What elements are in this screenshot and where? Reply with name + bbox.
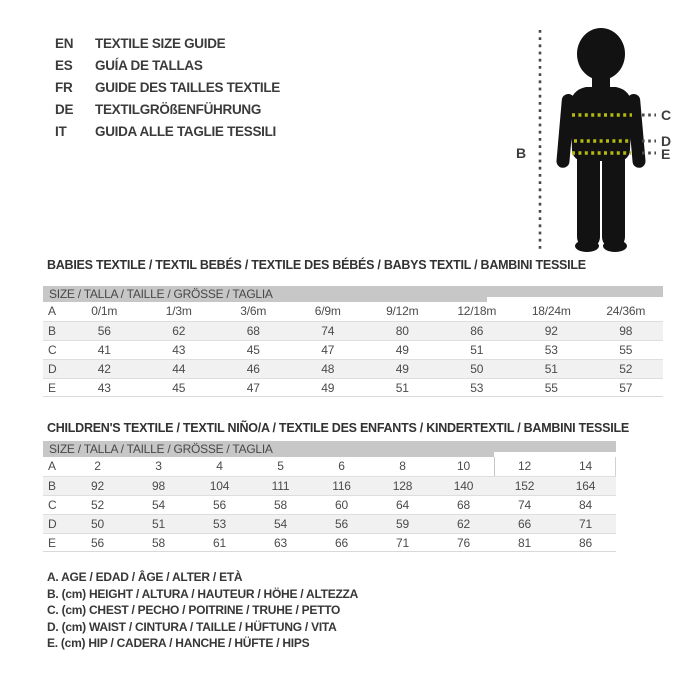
table-cell: 41 [67,340,142,359]
table-cell: 2 [94,459,101,473]
table-cell: 63 [250,533,311,552]
table-cell: 104 [189,476,250,495]
table-cell: 6/9m [314,304,341,318]
table-cell: 56 [311,514,372,533]
table-cell: 68 [433,495,494,514]
measurement-legend [47,569,358,652]
table-cell: 42 [67,359,142,378]
child-silhouette-diagram [508,18,698,263]
table-cell: 18/24m [531,304,571,318]
table-cell: 86 [555,533,616,552]
table-cell: 71 [555,514,616,533]
table-cell: 50 [440,359,515,378]
table-cell: 56 [67,321,142,340]
lang-row-en [55,33,280,55]
table-cell: 59 [372,514,433,533]
lang-code: FR [55,80,73,95]
children-section-title: CHILDREN'S TEXTILE / TEXTIL NIÑO/A / TEXTILE DES ENFANTS / KINDERTEXTIL / BAMBINI TESSILE [47,421,629,435]
table-cell: 0/1m [91,304,118,318]
table-cell: 80 [365,321,440,340]
table-cell: 14 [579,459,592,473]
table-cell: 54 [128,495,189,514]
table-cell: 58 [250,495,311,514]
table-size-header: SIZE / TALLA / TAILLE / GRÖSSE / TAGLIA [43,286,663,302]
table-cell: 3 [155,459,162,473]
row-label-A: A [48,459,56,473]
table-cell: 45 [216,340,291,359]
language-title-list [55,33,280,143]
label-height: B [516,145,527,161]
table-cell: 44 [142,359,217,378]
legend-chest: C. (cm) CHEST / PECHO / POITRINE / TRUHE / PETTO [47,603,341,617]
table-cell: 49 [365,359,440,378]
lang-row-fr [55,77,280,99]
table-cell: 6 [338,459,345,473]
row-label-C: C [43,495,67,514]
table-cell: 51 [365,378,440,397]
table-cell: 66 [494,514,555,533]
table-cell: 62 [433,514,494,533]
table-cell: 49 [365,340,440,359]
table-cell: 53 [189,514,250,533]
row-label-E: E [43,378,67,397]
table-cell: 128 [372,476,433,495]
table-cell: 55 [589,340,664,359]
lang-title: GUÍA DE TALLAS [95,58,203,73]
lang-row-de [55,99,280,121]
label-waist: D [661,133,672,149]
row-label-D: D [43,514,67,533]
measurement-figure [508,18,698,263]
table-cell: 64 [372,495,433,514]
table-cell: 50 [67,514,128,533]
table-cell: 74 [291,321,366,340]
table-cell: 60 [311,495,372,514]
table-cell: 86 [440,321,515,340]
table-cell: 52 [67,495,128,514]
table-cell: 164 [555,476,616,495]
legend-waist: D. (cm) WAIST / CINTURA / TAILLE / HÜFTUNG / VITA [47,619,337,634]
babies-section-title: BABIES TEXTILE / TEXTIL BEBÉS / TEXTILE DES BÉBÉS / BABYS TEXTIL / BAMBINI TESSILE [47,258,586,272]
table-cell: 51 [514,359,589,378]
table-cell: 51 [440,340,515,359]
table-cell: 24/36m [606,304,646,318]
row-label-D: D [43,359,67,378]
table-cell: 57 [589,378,664,397]
table-cell: 48 [291,359,366,378]
table-size-header: SIZE / TALLA / TAILLE / GRÖSSE / TAGLIA [43,441,616,457]
lang-row-es [55,55,280,77]
label-hip: E [661,146,671,162]
table-cell: 53 [440,378,515,397]
table-cell: 8 [399,459,406,473]
table-cell: 56 [189,495,250,514]
lang-title: GUIDA ALLE TAGLIE TESSILI [95,124,276,139]
table-cell: 49 [291,378,366,397]
table-cell: 51 [128,514,189,533]
table-cell: 81 [494,533,555,552]
table-cell: 45 [142,378,217,397]
table-cell: 140 [433,476,494,495]
lang-code: ES [55,58,73,73]
table-cell: 56 [67,533,128,552]
lang-title: GUIDE DES TAILLES TEXTILE [95,80,281,95]
row-label-E: E [43,533,67,552]
lang-title: TEXTILGRÖßENFÜHRUNG [95,102,262,117]
legend-age: A. AGE / EDAD / ÂGE / ALTER / ETÀ [47,570,243,584]
table-cell: 55 [514,378,589,397]
row-label-A: A [48,304,56,318]
table-cell: 152 [494,476,555,495]
table-cell: 92 [514,321,589,340]
table-cell: 61 [189,533,250,552]
table-cell: 4 [216,459,223,473]
children-size-table [43,441,616,552]
table-cell: 46 [216,359,291,378]
lang-title: TEXTILE SIZE GUIDE [95,36,226,51]
table-cell: 84 [555,495,616,514]
table-cell: 10 [457,459,470,473]
table-cell: 47 [291,340,366,359]
table-cell: 1/3m [165,304,192,318]
table-cell: 9/12m [386,304,419,318]
table-cell: 5 [277,459,284,473]
lang-code: EN [55,36,74,51]
table-cell: 111 [250,476,311,495]
label-chest: C [661,107,672,123]
table-cell: 12/18m [457,304,497,318]
table-cell: 76 [433,533,494,552]
table-cell: 54 [250,514,311,533]
table-cell: 58 [128,533,189,552]
lang-code: DE [55,102,74,117]
table-cell: 98 [589,321,664,340]
table-cell: 43 [142,340,217,359]
table-cell: 62 [142,321,217,340]
babies-size-table [43,286,663,397]
table-cell: 74 [494,495,555,514]
table-cell: 47 [216,378,291,397]
row-label-B: B [43,321,67,340]
table-cell: 66 [311,533,372,552]
table-cell: 3/6m [240,304,267,318]
lang-code: IT [55,124,67,139]
table-cell: 92 [67,476,128,495]
table-cell: 68 [216,321,291,340]
legend-height: B. (cm) HEIGHT / ALTURA / HAUTEUR / HÖHE / ALTEZZA [47,586,359,601]
table-cell: 12 [518,459,531,473]
table-cell: 71 [372,533,433,552]
table-cell: 53 [514,340,589,359]
table-cell: 98 [128,476,189,495]
table-cell: 116 [311,476,372,495]
legend-hip: E. (cm) HIP / CADERA / HANCHE / HÜFTE / HIPS [47,636,310,650]
lang-row-it [55,121,280,143]
row-label-B: B [43,476,67,495]
row-label-C: C [43,340,67,359]
table-cell: 43 [67,378,142,397]
table-cell: 52 [589,359,664,378]
